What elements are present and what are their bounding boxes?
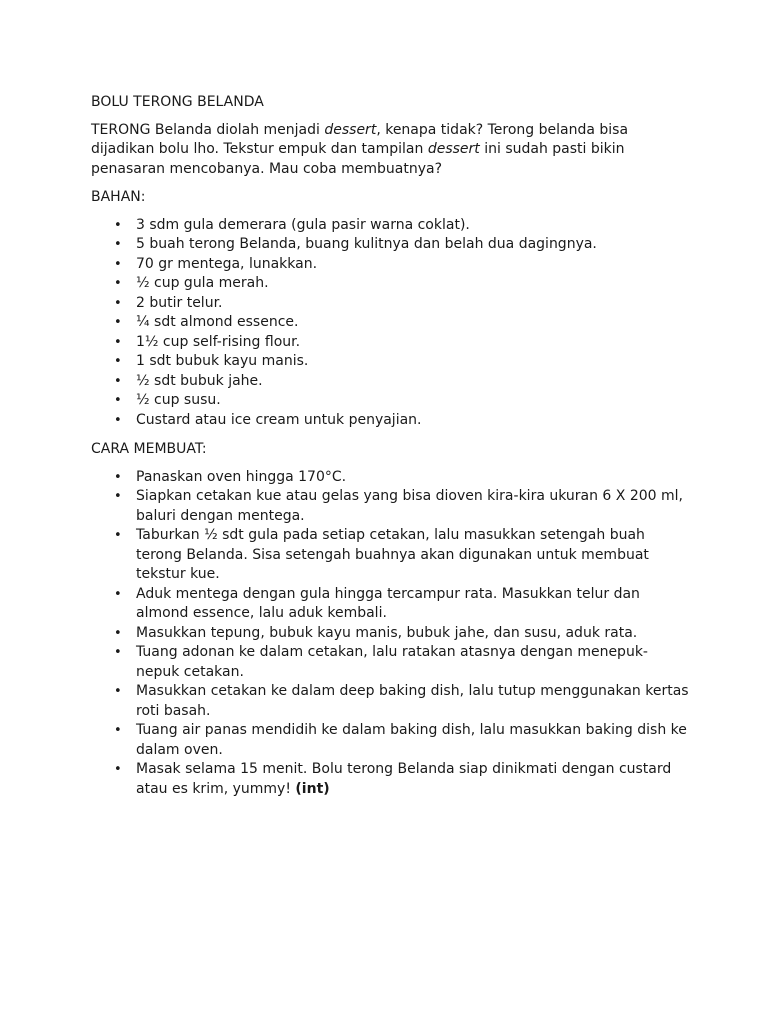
- bullet-icon: •: [114, 469, 122, 485]
- bullet-icon: •: [114, 528, 122, 543]
- bullet-icon: •: [114, 412, 122, 428]
- list-item: [91, 313, 691, 333]
- intro-paragraph: [91, 121, 691, 180]
- bullet-icon: •: [114, 762, 122, 777]
- list-item: [91, 216, 691, 236]
- list-item: [91, 760, 691, 799]
- ingredient-text: ½ cup susu.: [136, 392, 221, 408]
- intro-text-2: , kenapa tidak? Terong belanda bisa dijadikan bolu lho. Tekstur empuk dan tampilan: [91, 121, 629, 157]
- bullet-icon: •: [114, 684, 122, 699]
- bullet-icon: •: [114, 315, 122, 330]
- list-item: [91, 333, 691, 353]
- ingredient-text: 70 gr mentega, lunakkan.: [136, 255, 318, 272]
- ingredient-text: ½ cup gula merah.: [136, 275, 269, 291]
- step-text: Aduk mentega dengan gula hingga tercampur rata. Masukkan telur dan almond essence, lalu aduk kembali.: [136, 585, 640, 621]
- step-text: Masak selama 15 menit. Bolu terong Belanda siap dinikmati dengan custard atau es krim, yummy!: [136, 761, 672, 797]
- steps-heading: CARA MEMBUAT:: [91, 441, 207, 457]
- intro-italic-2: dessert: [427, 141, 480, 157]
- bullet-icon: •: [114, 586, 122, 602]
- ingredient-text: Custard atau ice cream untuk penyajian.: [136, 411, 422, 428]
- ingredient-text: 5 buah terong Belanda, buang kulitnya dan belah dua dagingnya.: [136, 236, 597, 252]
- list-item: [91, 274, 691, 294]
- list-item: [91, 294, 691, 314]
- step-text: Tuang air panas mendidih ke dalam baking dish, lalu masukkan baking dish ke dalam oven.: [136, 722, 687, 758]
- source-tag: (int): [295, 780, 330, 797]
- bullet-icon: •: [114, 625, 122, 641]
- step-text: Siapkan cetakan kue atau gelas yang bisa dioven kira-kira ukuran 6 X 200 ml, baluri dengan mentega.: [136, 488, 683, 524]
- ingredient-text: ¼ sdt almond essence.: [136, 314, 299, 330]
- list-item: [91, 352, 691, 372]
- list-item: [91, 682, 691, 721]
- ingredient-text: 2 butir telur.: [136, 294, 223, 311]
- step-text: Taburkan ½ sdt gula pada setiap cetakan, lalu masukkan setengah buah terong Belanda. Sisa setengah buahnya akan digunakan untuk membuat tekstur kue.: [136, 527, 649, 582]
- list-item: [91, 721, 691, 760]
- ingredient-text: ½ sdt bubuk jahe.: [136, 372, 263, 389]
- list-item: [91, 468, 691, 488]
- bullet-icon: •: [114, 295, 122, 311]
- steps-list: [91, 468, 691, 800]
- bullet-icon: •: [114, 373, 122, 389]
- step-text: Panaskan oven hingga 170°C.: [136, 468, 347, 485]
- list-item: [91, 235, 691, 255]
- list-item: [91, 585, 691, 624]
- list-item: [91, 643, 691, 682]
- bullet-icon: •: [114, 276, 122, 291]
- bullet-icon: •: [114, 237, 122, 252]
- step-text: Masukkan cetakan ke dalam deep baking dish, lalu tutup menggunakan kertas roti basah.: [136, 683, 689, 719]
- list-item: [91, 411, 691, 431]
- ingredient-text: 1½ cup self-rising flour.: [136, 333, 301, 350]
- intro-text-1: TERONG Belanda diolah menjadi: [91, 121, 325, 138]
- list-item: [91, 526, 691, 585]
- bullet-icon: •: [114, 354, 122, 369]
- ingredients-list: [91, 216, 691, 431]
- step-text: Tuang adonan ke dalam cetakan, lalu ratakan atasnya dengan menepuk-nepuk cetakan.: [136, 644, 648, 680]
- bullet-icon: •: [114, 334, 122, 350]
- ingredients-heading: BAHAN:: [91, 189, 146, 205]
- list-item: [91, 624, 691, 644]
- intro-text-3: ini sudah pasti bikin penasaran mencobanya. Mau coba membuatnya?: [91, 141, 625, 177]
- document-page: [91, 93, 691, 809]
- ingredient-text: 1 sdt bubuk kayu manis.: [136, 353, 309, 369]
- bullet-icon: •: [114, 645, 122, 660]
- bullet-icon: •: [114, 217, 122, 233]
- list-item: [91, 487, 691, 526]
- intro-italic-1: dessert: [324, 121, 377, 138]
- bullet-icon: •: [114, 723, 122, 738]
- bullet-icon: •: [114, 256, 122, 272]
- ingredient-text: 3 sdm gula demerara (gula pasir warna coklat).: [136, 216, 470, 233]
- recipe-title: BOLU TERONG BELANDA: [91, 94, 264, 110]
- bullet-icon: •: [114, 393, 122, 408]
- list-item: [91, 391, 691, 411]
- step-text: Masukkan tepung, bubuk kayu manis, bubuk jahe, dan susu, aduk rata.: [136, 624, 638, 641]
- bullet-icon: •: [114, 489, 122, 504]
- list-item: [91, 255, 691, 275]
- list-item: [91, 372, 691, 392]
